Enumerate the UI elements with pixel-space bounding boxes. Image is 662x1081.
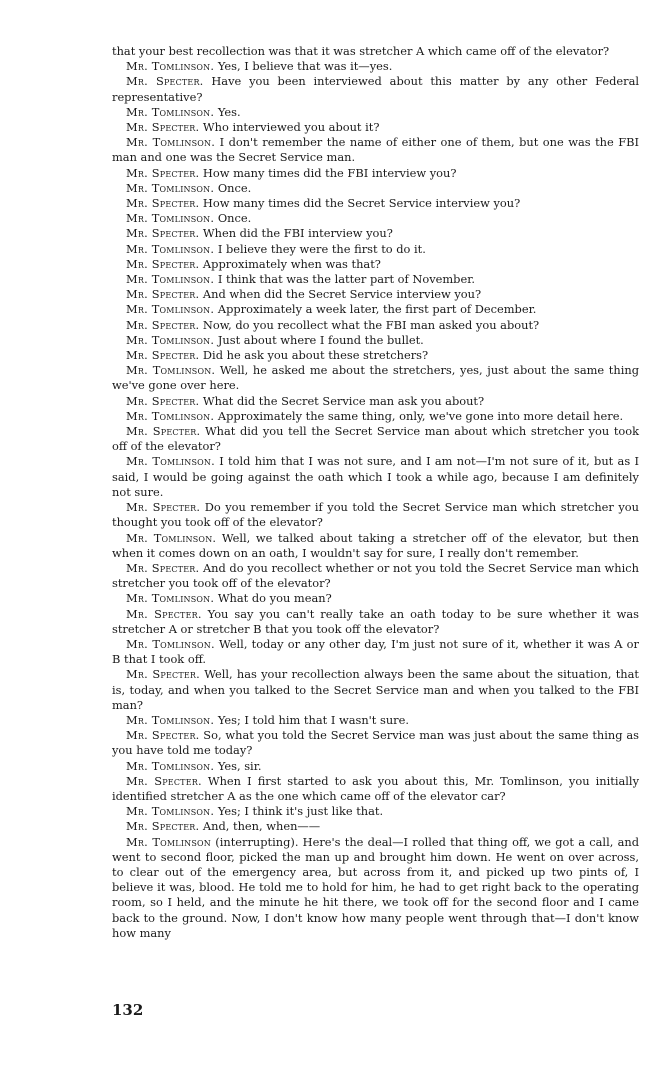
- testimony-paragraph: [112, 561, 639, 591]
- speaker-name: Mr. Specter.: [126, 500, 201, 515]
- testimony-paragraph: [112, 348, 639, 363]
- speaker-name: Mr. Tomlinson.: [126, 408, 215, 423]
- testimony-paragraph: [112, 531, 639, 561]
- speech-text: Well, we talked about taking a stretcher off of the elevator, but then when it comes down on an oath, I wouldn't say for sure, I really don't remember.: [112, 530, 639, 560]
- speech-text: Did he ask you about these stretchers?: [202, 348, 429, 363]
- testimony-paragraph: [112, 835, 639, 941]
- testimony-paragraph: [112, 759, 639, 774]
- testimony-paragraph: [112, 105, 639, 120]
- speech-text: What do you mean?: [217, 591, 332, 606]
- speech-text: Now, do you recollect what the FBI man asked you about?: [202, 317, 540, 332]
- speech-text: When did the FBI interview you?: [202, 226, 393, 241]
- testimony-paragraph: [112, 454, 639, 500]
- speaker-name: Mr. Tomlinson.: [126, 591, 215, 606]
- speaker-name: Mr. Tomlinson.: [126, 180, 215, 195]
- speaker-name: Mr. Tomlinson.: [126, 636, 215, 651]
- speaker-name: Mr. Tomlinson.: [126, 804, 215, 819]
- testimony-paragraph: [112, 394, 639, 409]
- continuation-paragraph: that your best recollection was that it was stretcher A which came off of the elevator?: [112, 44, 610, 58]
- speech-text: Well, today or any other day, I'm just not sure of it, whether it was A or B that I took off.: [112, 636, 639, 667]
- speech-text: Yes.: [217, 104, 241, 119]
- speaker-name: Mr. Specter.: [126, 819, 200, 834]
- speech-text: I believe they were the first to do it.: [217, 241, 426, 256]
- speech-text: I told him that I was not sure, and I am not—I'm not sure of it, but as I said, I would be going against the oath which I took a while ago, because I am definitely not sure.: [112, 454, 639, 499]
- testimony-paragraph: [112, 500, 639, 530]
- speech-text: Yes; I told him that I wasn't sure.: [217, 712, 409, 727]
- speech-text: So, what you told the Secret Service man was just about the same thing as you have told me today?: [112, 728, 639, 758]
- transcript-body: [112, 44, 639, 941]
- speech-text: Approximately a week later, the first part of December.: [217, 302, 537, 317]
- speech-text: And do you recollect whether or not you told the Secret Service man which stretcher you took off of the elevator?: [112, 560, 640, 591]
- speaker-name: Mr. Specter.: [126, 287, 200, 302]
- speaker-name: Mr. Tomlinson.: [126, 454, 215, 469]
- speech-text: And when did the Secret Service interview you?: [202, 287, 482, 302]
- testimony-paragraph: [112, 363, 639, 393]
- speech-text: How many times did the Secret Service interview you?: [202, 196, 521, 211]
- speaker-name: Mr. Specter.: [126, 165, 200, 180]
- speech-text: Approximately when was that?: [202, 256, 381, 271]
- speaker-name: Mr. Tomlinson.: [126, 241, 215, 256]
- testimony-paragraph: [112, 804, 639, 819]
- speaker-name: Mr. Specter.: [126, 424, 201, 439]
- speaker-name: Mr. Specter.: [126, 606, 202, 621]
- speech-text: Who interviewed you about it?: [202, 120, 380, 135]
- speech-text: Well, he asked me about the stretchers, yes, just about the same thing we've gone over here.: [112, 363, 639, 393]
- speech-text: Yes, sir.: [217, 758, 262, 773]
- testimony-paragraph: [112, 196, 639, 211]
- testimony-paragraph: [112, 591, 639, 606]
- speech-text: Do you remember if you told the Secret Service man which stretcher you thought you took off of the elevator?: [112, 500, 639, 530]
- speaker-name: Mr. Specter.: [126, 256, 200, 271]
- testimony-paragraph: [112, 272, 639, 287]
- speaker-name: Mr. Specter.: [126, 560, 200, 575]
- speech-text: (interrupting). Here's the deal—I rolled that thing off, we got a call, and went to second floor, picked the man up and brought him down. He went on over across, to clear out of the emergency area, but across from it, and picked up two pints of, I believe it was, blood. He told me to hold for him, he had to get right back to the operating room, so I held, and the minute he hit there, we took off for the second floor and I came back to the ground. Now, I don't know how many people went through that—I don't know how many: [112, 834, 639, 940]
- speaker-name: Mr. Specter.: [126, 317, 200, 332]
- speaker-name: Mr. Specter.: [126, 196, 200, 211]
- testimony-paragraph: [112, 728, 639, 758]
- speaker-name: Mr. Tomlinson.: [126, 59, 215, 74]
- speech-text: Once.: [217, 211, 252, 226]
- speech-text: Have you been interviewed about this matter by any other Federal representative?: [112, 74, 640, 104]
- speaker-name: Mr. Tomlinson.: [126, 332, 215, 347]
- testimony-paragraph: [112, 424, 639, 454]
- testimony-paragraph: [112, 287, 639, 302]
- speech-text: Well, has your recollection always been the same about the situation, that is, today, and when you talked to the Secret Service man and when you talked to the FBI man?: [112, 667, 639, 712]
- testimony-paragraph: [112, 637, 639, 667]
- speaker-name: Mr. Tomlinson.: [126, 530, 217, 545]
- speaker-name: Mr. Specter.: [126, 74, 204, 89]
- speaker-name: Mr. Tomlinson: [126, 834, 212, 849]
- testimony-paragraph: [112, 226, 639, 241]
- testimony-paragraph: [112, 302, 639, 317]
- speech-text: What did the Secret Service man ask you about?: [202, 393, 485, 408]
- speaker-name: Mr. Specter.: [126, 773, 202, 788]
- testimony-paragraph: [112, 819, 639, 834]
- speaker-name: Mr. Tomlinson.: [126, 712, 215, 727]
- speaker-name: Mr. Specter.: [126, 226, 200, 241]
- page-number: 132: [112, 1001, 144, 1019]
- speaker-name: Mr. Tomlinson.: [126, 104, 215, 119]
- speech-text: Yes; I think it's just like that.: [217, 804, 384, 819]
- testimony-paragraph: [112, 409, 639, 424]
- speech-text: When I first started to ask you about this, Mr. Tomlinson, you initially identified stretcher A as the one which came off of the elevator car?: [112, 773, 640, 803]
- speech-text: What did you tell the Secret Service man about which stretcher you took off of the elevator?: [112, 424, 640, 454]
- speech-text: You say you can't really take an oath today to be sure whether it was stretcher A or stretcher B that you took off the elevator?: [112, 606, 639, 636]
- testimony-paragraph: [112, 333, 639, 348]
- testimony-paragraph: [112, 242, 639, 257]
- speech-text: Approximately the same thing, only, we've gone into more detail here.: [217, 408, 624, 423]
- testimony-paragraph: [112, 607, 639, 637]
- speaker-name: Mr. Specter.: [126, 728, 200, 743]
- speaker-name: Mr. Tomlinson.: [126, 302, 215, 317]
- testimony-paragraph: [112, 667, 639, 713]
- speaker-name: Mr. Specter.: [126, 393, 200, 408]
- speaker-name: Mr. Specter.: [126, 667, 200, 682]
- speech-text: I think that was the latter part of November.: [217, 272, 476, 287]
- speaker-name: Mr. Tomlinson.: [126, 758, 215, 773]
- testimony-paragraph: [112, 135, 639, 165]
- testimony-paragraph: [112, 181, 639, 196]
- testimony-paragraph: [112, 318, 639, 333]
- speaker-name: Mr. Specter.: [126, 348, 200, 363]
- testimony-paragraph: [112, 211, 639, 226]
- testimony-paragraph: [112, 120, 639, 135]
- testimony-paragraph: [112, 74, 639, 104]
- speech-text: Just about where I found the bullet.: [217, 332, 424, 347]
- speaker-name: Mr. Tomlinson.: [126, 272, 215, 287]
- testimony-paragraph: [112, 774, 639, 804]
- speech-text: Once.: [217, 180, 252, 195]
- speaker-name: Mr. Tomlinson.: [126, 363, 216, 378]
- testimony-paragraph: [112, 166, 639, 181]
- speech-text: And, then, when——: [202, 819, 321, 834]
- speaker-name: Mr. Tomlinson.: [126, 211, 215, 226]
- testimony-paragraph: [112, 59, 639, 74]
- testimony-paragraph: [112, 713, 639, 728]
- speech-text: Yes, I believe that was it—yes.: [217, 59, 393, 74]
- testimony-paragraph: [112, 257, 639, 272]
- speech-text: I don't remember the name of either one of them, but one was the FBI man and one was the Secret Service man.: [112, 135, 640, 165]
- speaker-name: Mr. Specter.: [126, 120, 200, 135]
- speaker-name: Mr. Tomlinson.: [126, 135, 216, 150]
- speech-text: How many times did the FBI interview you?: [202, 165, 457, 180]
